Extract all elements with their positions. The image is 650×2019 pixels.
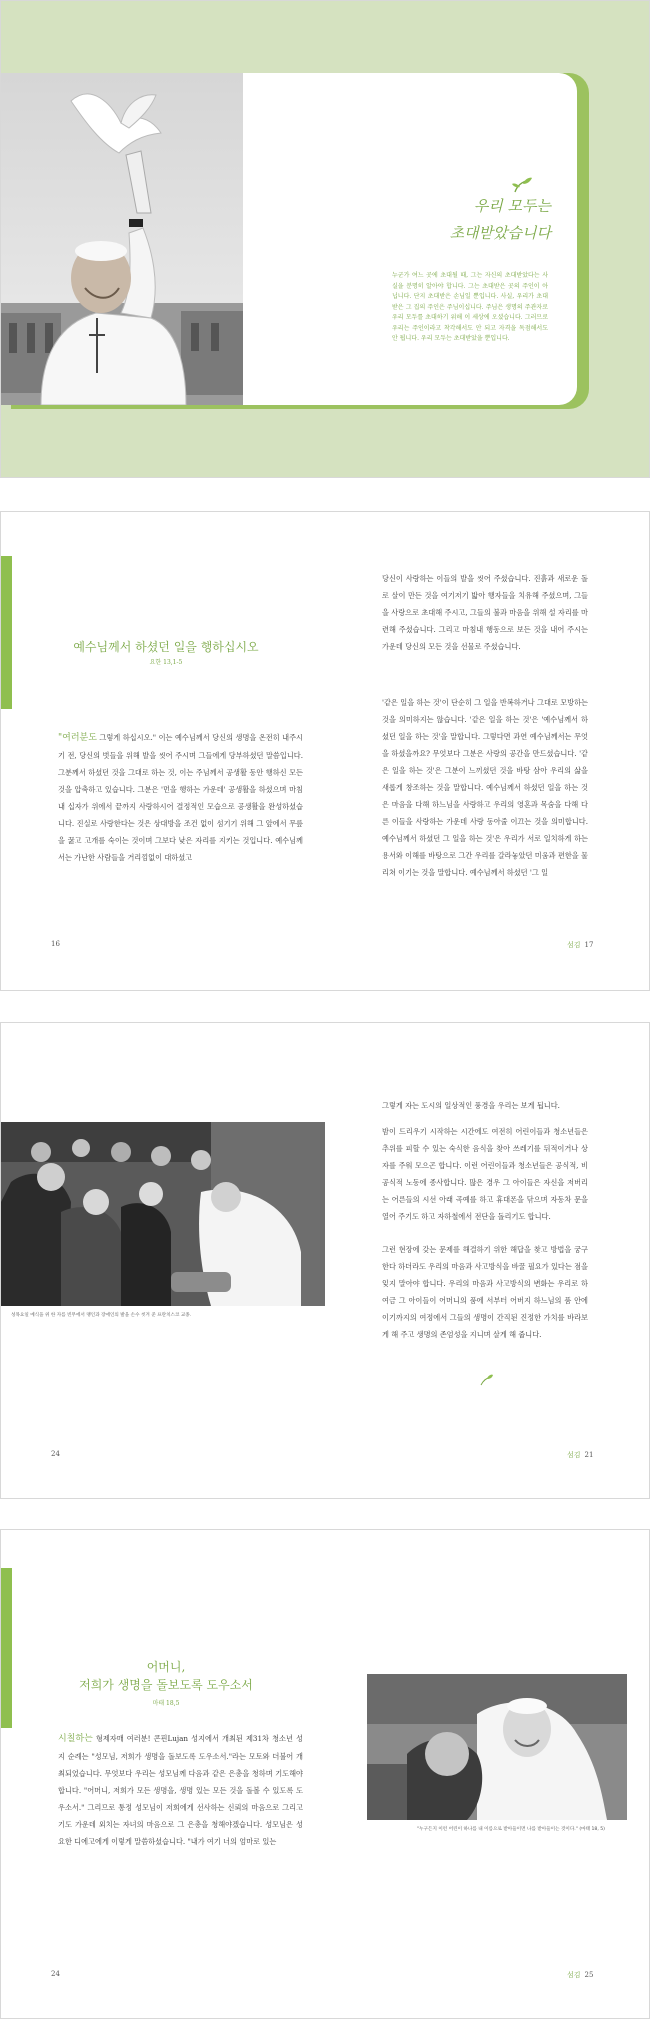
page-number-right xyxy=(567,1970,593,1980)
page-number: 21 xyxy=(584,1451,594,1459)
chapter-reference: 마태 18,5 xyxy=(152,1700,180,1707)
pope-child-photo xyxy=(367,1674,627,1820)
foot-washing-photo xyxy=(1,1122,325,1306)
page-number-right xyxy=(567,1450,593,1460)
page-number: 17 xyxy=(584,941,594,949)
invitation-body: 누군가 여느 곳에 초대될 때, 그는 자신의 초대받았다는 사실을 분명히 알아야 합니다. 그는 초대받은 곳의 주인이 아닙니다. 단지 초대받은 손님일 뿐입니다. 사실, 우리가 초대받은 그 집의 주인은 주님이십니다. 주님은 생명의 주관자로 우리 모두를 초대하기 위해 이 세상에 오셨습니다. 그러므로 우리는 주인이라고 착각해서도 안 되고 자격을 독점해서도 안 됩니다. 우리 모두는 초대받았을 뿐입니다. xyxy=(392,272,548,342)
pope-dove-photo xyxy=(1,73,243,405)
right-para-3: 그런 현장에 갖는 문제를 해결하기 위한 해답을 찾고 방법을 궁구한다 하더라도 우리의 마음과 사고방식을 바꿀 필요가 있다는 점을 잊지 말아야 합니다. 우리의 마음과 사고방식의 변화는 우리로 하여금 그 아이들이 어머니의 품에 서부터 어버지 하느님의 품 안에 이기까지의 여정에서 그들의 생명이 간직된 진정한 가치를 바라보게 해 주고 생명의 존엄성을 지니며 살게 해 줍니다. xyxy=(382,1245,588,1339)
chapter-marker-bar xyxy=(1,556,12,709)
lead-words: "여러분도 xyxy=(58,733,97,743)
heading-line-2: 저희가 생명을 돌보도록 도우소서 xyxy=(79,1678,253,1692)
page-number-left: 16 xyxy=(51,940,60,948)
page-number-right xyxy=(567,940,593,950)
right-para-2: 밤이 드리우기 시작하는 시간에도 여전히 어린이들과 청소년들은 추위를 피할 수 있는 숙식한 음식을 찾아 쓰레기를 뒤적이거나 상자를 주워 모으곤 합니다. 이런 어린이들과 청소년들은 공식적, 비공식적 노동에 종사합니다. 많은 경우 그 아이들은 자신을 저버리는 어른들의 시선 아래 곡예를 하고 휴대폰을 닦으며 자동차 문을 열어 주기도 하고 자하철에서 전단을 돌리기도 합니다. xyxy=(382,1127,588,1221)
photo-caption: 성목요일 예식을 위 한 자를 빈무에서 맹인과 장애인의 발을 손수 씻겨 준 프란치스코 교종. xyxy=(11,1313,192,1318)
photo-caption: "누구든지 이런 어린이 하나를 내 이름으로 받아들이면 나를 받아들이는 것이다." (마태 18, 5) xyxy=(417,1827,605,1832)
left-column-text xyxy=(58,729,303,941)
page-number: 25 xyxy=(584,1971,594,1979)
heading-line-1: 어머니, xyxy=(146,1660,186,1674)
title-line-2: 초대받았습니다 xyxy=(449,224,551,242)
lead-words: 시칠하는 xyxy=(58,1734,93,1744)
spread-1 xyxy=(0,0,650,478)
spread-3 xyxy=(0,1022,650,1499)
foot-washing-illustration xyxy=(1,1122,325,1306)
right-column-para-1: 당신이 사랑하는 이들의 발을 씻어 주셨습니다. 진흙과 새로운 돌로 살이 만든 것을 여기저기 밟아 행자들을 치유해 주셨으며, 그들을 사랑으로 초대해 주시고, 그들의 불과 마음을 위해 설 자리를 마련해 주셨습니다. 그리고 마침내 행동으로 보든 것을 내어 주시는 가운데 당신의 모든 것을 선물로 주셨습니다. xyxy=(382,574,588,651)
sprout-icon xyxy=(479,1371,493,1390)
page-number-left: 24 xyxy=(51,1450,60,1458)
invitation-title xyxy=(411,193,551,247)
left-body: 그렇게 하십시오." 이는 예수님께서 당신의 생명을 온전히 내주시기 전, 당신의 벗들을 위해 발을 씻어 주시며 그들에게 당부하셨던 말씀입니다. 그분께서 하셨던 것을 그대로 하는 것, 이는 주님께서 공생활 동안 행하신 모든 것을 압축하고 있습니다. 그분은 '먼을 행하는 가운데' 공생활을 하셨으며 마침내 십자가 위에서 끝까지 사랑하시어 결정적인 모습으로 공생활을 완성하셨습니다. 진실로 사랑한다는 것은 상대방을 조건 없이 섬기기 위해 그 앞에서 무릎을 꿇고 고개를 숙이는 것이며 그보다 낮은 자리를 지키는 것입니다. 예수님께서는 가난한 사람들을 거리낌없이 대하셨고 xyxy=(58,733,303,862)
spread-2 xyxy=(0,511,650,991)
title-line-1: 우리 모두는 xyxy=(473,197,551,215)
pope-dove-illustration xyxy=(1,73,243,405)
page-number-left: 24 xyxy=(51,1970,60,1978)
spread-4 xyxy=(0,1529,650,2019)
chapter-heading: 예수님께서 하셨던 일을 행하십시오 xyxy=(73,640,259,654)
right-column-para-2: '같은 일을 하는 것'이 단순히 그 일을 반복하거나 그대로 모방하는 것을 의미하지는 않습니다. '같은 일을 하는 것'은 '예수님께서 하셨던 일을 하는 것'을 말합니다. 그렇다면 과연 예수님께서는 무엇을 하셨을까요? 무엇보다 그분은 사랑의 공간을 만드셨습니다. '같은 일을 하는 것'은 그분이 느끼셨던 것을 바탕 삼아 우리의 삶을 새롭게 창조하는 것을 말합니다. 예수님께서 하셨던 일을 하는 것은 마음을 다해 하느님을 사랑하고 우리의 영혼과 목숨을 다해 다른 이들을 사랑하는 가운데 사랑 동아줄 이끄는 것을 의미합니다. 예수님께서 하셨던 그 일을 하는 것'은 우리가 서로 일치하게 하는 용서와 이해를 바탕으로 그간 우리를 갈라놓았던 미움과 편한을 물리쳐 이기는 것을 말합니다. 예수님께서 하셨던 '그 일 xyxy=(382,698,588,877)
left-column-text xyxy=(58,1730,303,1940)
chapter-marker-bar xyxy=(1,1568,12,1728)
pope-child-illustration xyxy=(367,1674,627,1820)
section-label: 섬김 xyxy=(567,941,581,949)
chapter-reference: 요한 13,1-5 xyxy=(149,659,183,666)
chapter-heading xyxy=(41,1658,291,1694)
section-label: 섬김 xyxy=(567,1451,581,1459)
left-body: 형제자매 여러분! 콘핀Lujan 성지에서 개최된 제31차 청소년 성지 순례는 "성모님, 저희가 생명을 돌보도록 도우소서."라는 모토와 더불어 개최되었습니다. 무엇보다 우리는 성모님께 다음과 같은 은총을 청하며 기도해야 합니다. "어머니, 저희가 모든 생명을, 생명 있는 모든 것을 돌볼 수 있도록 도우소서." 그리므로 통정 성모님이 저희에게 선사하는 신뢰의 마음으로 그리고 기도 가운데 외치는 자녀의 마음으로 그 은총을 청해야겠습니다. 성모님은 성 요한 디에고에게 이렇게 말씀하셨습니다. "내가 여기 너의 엄마로 있는 xyxy=(58,1734,303,1846)
section-label: 섬김 xyxy=(567,1971,581,1979)
right-para-1: 그렇게 자는 도시의 일상적인 풍경을 우리는 보게 됩니다. xyxy=(382,1101,560,1110)
